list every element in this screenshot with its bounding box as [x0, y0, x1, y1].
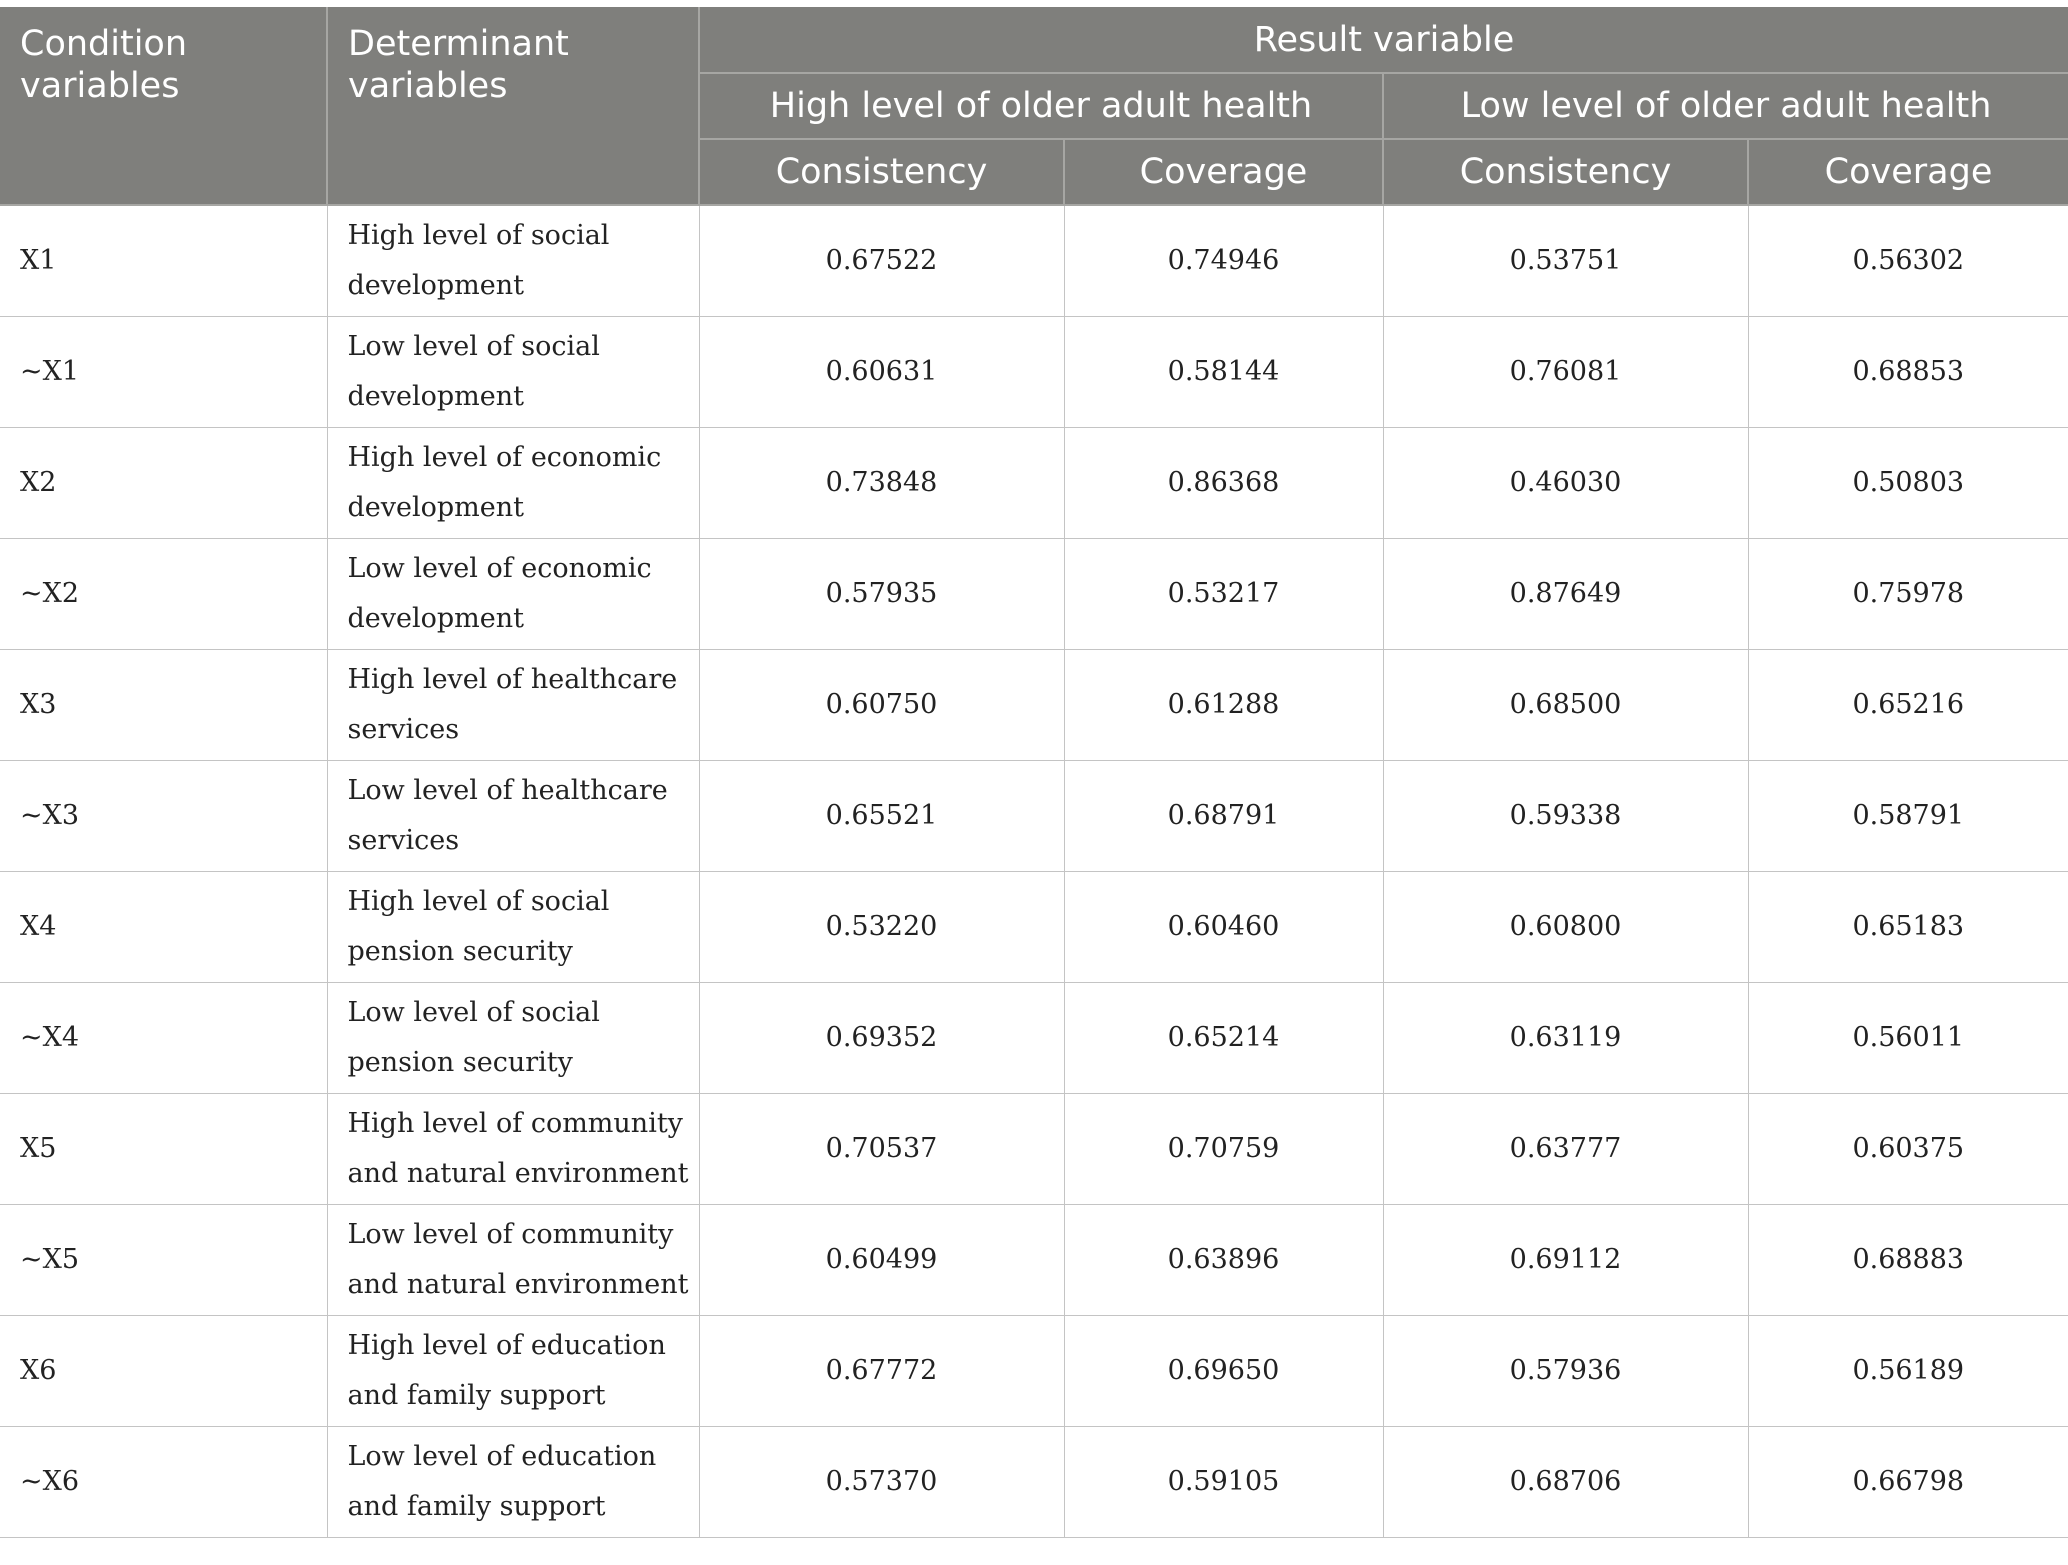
- results-table: [0, 7, 2068, 1538]
- high-consistency-cell: 0.57370: [699, 1426, 1064, 1537]
- table-row: [0, 871, 2068, 982]
- condition-cell: X5: [0, 1093, 327, 1204]
- low-consistency-cell: 0.59338: [1383, 760, 1748, 871]
- low-coverage-cell: 0.56011: [1748, 982, 2068, 1093]
- low-consistency-cell: 0.87649: [1383, 538, 1748, 649]
- condition-cell: X1: [0, 205, 327, 316]
- table-header: [0, 7, 2068, 205]
- high-consistency-cell: 0.73848: [699, 427, 1064, 538]
- determinant-cell: Low level of social development: [327, 316, 699, 427]
- high-consistency-cell: 0.70537: [699, 1093, 1064, 1204]
- determinant-cell: High level of community and natural environment: [327, 1093, 699, 1204]
- determinant-cell: Low level of education and family support: [327, 1426, 699, 1537]
- low-coverage-cell: 0.65216: [1748, 649, 2068, 760]
- low-coverage-cell: 0.75978: [1748, 538, 2068, 649]
- header-result-variable: Result variable: [699, 7, 2068, 73]
- header-group-high: High level of older adult health: [699, 73, 1383, 139]
- high-coverage-cell: 0.60460: [1064, 871, 1383, 982]
- header-group-low: Low level of older adult health: [1383, 73, 2068, 139]
- header-row-1: [0, 7, 2068, 73]
- condition-cell: ~X2: [0, 538, 327, 649]
- high-coverage-cell: 0.70759: [1064, 1093, 1383, 1204]
- table-row: [0, 760, 2068, 871]
- low-coverage-cell: 0.65183: [1748, 871, 2068, 982]
- low-coverage-cell: 0.66798: [1748, 1426, 2068, 1537]
- low-coverage-cell: 0.58791: [1748, 760, 2068, 871]
- table-body: [0, 205, 2068, 1537]
- table-row: [0, 1093, 2068, 1204]
- header-condition-variables: Condition variables: [0, 7, 327, 205]
- high-coverage-cell: 0.59105: [1064, 1426, 1383, 1537]
- condition-cell: ~X5: [0, 1204, 327, 1315]
- high-consistency-cell: 0.67522: [699, 205, 1064, 316]
- high-consistency-cell: 0.67772: [699, 1315, 1064, 1426]
- high-consistency-cell: 0.60750: [699, 649, 1064, 760]
- determinant-cell: Low level of community and natural environment: [327, 1204, 699, 1315]
- low-consistency-cell: 0.57936: [1383, 1315, 1748, 1426]
- condition-cell: ~X6: [0, 1426, 327, 1537]
- high-coverage-cell: 0.61288: [1064, 649, 1383, 760]
- header-consistency-low: Consistency: [1383, 139, 1748, 205]
- low-consistency-cell: 0.68500: [1383, 649, 1748, 760]
- determinant-cell: High level of social pension security: [327, 871, 699, 982]
- low-consistency-cell: 0.53751: [1383, 205, 1748, 316]
- header-coverage-high: Coverage: [1064, 139, 1383, 205]
- condition-cell: ~X3: [0, 760, 327, 871]
- determinant-cell: Low level of healthcare services: [327, 760, 699, 871]
- high-consistency-cell: 0.60631: [699, 316, 1064, 427]
- low-coverage-cell: 0.68853: [1748, 316, 2068, 427]
- low-coverage-cell: 0.60375: [1748, 1093, 2068, 1204]
- condition-cell: X2: [0, 427, 327, 538]
- low-consistency-cell: 0.63119: [1383, 982, 1748, 1093]
- determinant-cell: Low level of social pension security: [327, 982, 699, 1093]
- table-row: [0, 1426, 2068, 1537]
- table-row: [0, 982, 2068, 1093]
- table-row: [0, 1204, 2068, 1315]
- condition-cell: ~X4: [0, 982, 327, 1093]
- high-consistency-cell: 0.65521: [699, 760, 1064, 871]
- high-coverage-cell: 0.63896: [1064, 1204, 1383, 1315]
- low-coverage-cell: 0.68883: [1748, 1204, 2068, 1315]
- low-consistency-cell: 0.69112: [1383, 1204, 1748, 1315]
- high-consistency-cell: 0.60499: [699, 1204, 1064, 1315]
- table-row: [0, 427, 2068, 538]
- table-row: [0, 316, 2068, 427]
- determinant-cell: High level of social development: [327, 205, 699, 316]
- low-consistency-cell: 0.68706: [1383, 1426, 1748, 1537]
- condition-cell: X6: [0, 1315, 327, 1426]
- determinant-cell: High level of education and family support: [327, 1315, 699, 1426]
- low-consistency-cell: 0.63777: [1383, 1093, 1748, 1204]
- low-consistency-cell: 0.60800: [1383, 871, 1748, 982]
- high-consistency-cell: 0.53220: [699, 871, 1064, 982]
- high-consistency-cell: 0.69352: [699, 982, 1064, 1093]
- table-row: [0, 538, 2068, 649]
- high-coverage-cell: 0.86368: [1064, 427, 1383, 538]
- table-row: [0, 649, 2068, 760]
- determinant-cell: High level of healthcare services: [327, 649, 699, 760]
- condition-cell: X4: [0, 871, 327, 982]
- high-coverage-cell: 0.68791: [1064, 760, 1383, 871]
- header-determinant-variables: Determinant variables: [327, 7, 699, 205]
- high-coverage-cell: 0.74946: [1064, 205, 1383, 316]
- high-consistency-cell: 0.57935: [699, 538, 1064, 649]
- determinant-cell: High level of economic development: [327, 427, 699, 538]
- header-coverage-low: Coverage: [1748, 139, 2068, 205]
- table-row: [0, 205, 2068, 316]
- low-coverage-cell: 0.50803: [1748, 427, 2068, 538]
- low-coverage-cell: 0.56189: [1748, 1315, 2068, 1426]
- table-row: [0, 1315, 2068, 1426]
- low-consistency-cell: 0.46030: [1383, 427, 1748, 538]
- high-coverage-cell: 0.65214: [1064, 982, 1383, 1093]
- header-consistency-high: Consistency: [699, 139, 1064, 205]
- determinant-cell: Low level of economic development: [327, 538, 699, 649]
- low-consistency-cell: 0.76081: [1383, 316, 1748, 427]
- condition-cell: ~X1: [0, 316, 327, 427]
- high-coverage-cell: 0.53217: [1064, 538, 1383, 649]
- condition-cell: X3: [0, 649, 327, 760]
- low-coverage-cell: 0.56302: [1748, 205, 2068, 316]
- high-coverage-cell: 0.69650: [1064, 1315, 1383, 1426]
- high-coverage-cell: 0.58144: [1064, 316, 1383, 427]
